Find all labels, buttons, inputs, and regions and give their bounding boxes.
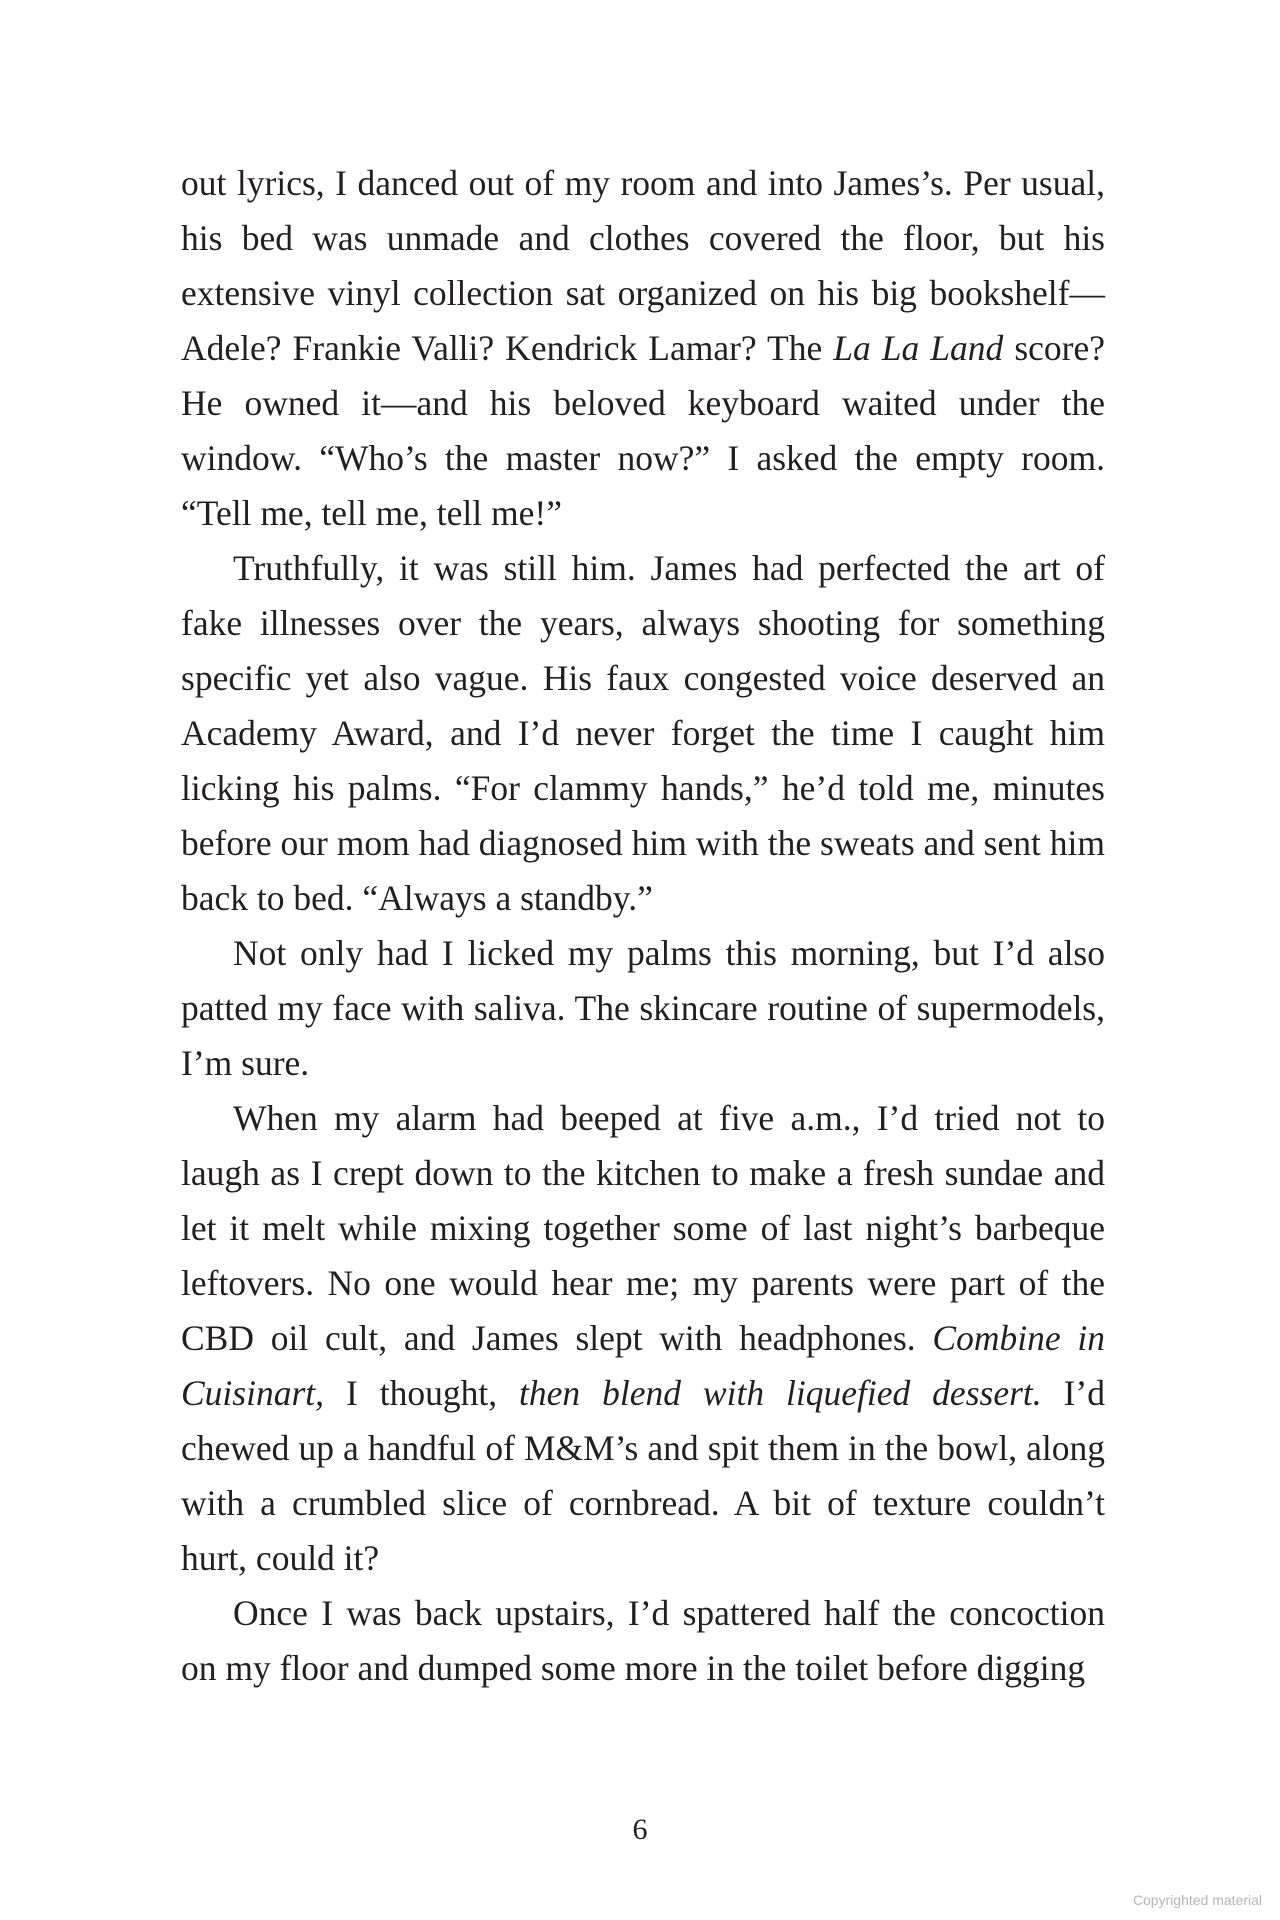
italic-thought: Combine in Cuisinart, — [181, 1318, 1105, 1413]
page-number: 6 — [632, 1813, 648, 1846]
body-text — [181, 156, 1105, 1696]
text-run: Not only had I licked my palms this morning, but I’d also patted my face with saliva. The skincare routine of supermodels, I’m sure. — [181, 933, 1105, 1083]
italic-thought: then blend with liquefied dessert. — [519, 1373, 1042, 1413]
text-run: I’d chewed up a handful of M&M’s and spit them in the bowl, along with a crumbled slice of cornbread. A bit of texture couldn’t hurt, could it? — [181, 1373, 1105, 1578]
text-run: I thought, — [324, 1373, 520, 1413]
text-run: When my alarm had beeped at five a.m., I’d tried not to laugh as I crept down to the kitchen to make a fresh sundae and let it melt while mixing together some of last night’s barbeque leftovers. No one would hear me; my parents were part of the CBD oil cult, and James slept with headphones. — [181, 1098, 1105, 1358]
text-run: score? He owned it—and his beloved keyboard waited under the window. “Who’s the master now?” I asked the empty room. “Tell me, tell me, tell me!” — [181, 328, 1105, 533]
text-run: out lyrics, I danced out of my room and into James’s. Per usual, his bed was unmade and clothes covered the floor, but his extensive vinyl collection sat organized on his big bookshelf—Adele? Frankie Valli? Kendrick Lamar? The — [181, 163, 1105, 368]
text-run: Truthfully, it was still him. James had perfected the art of fake illnesses over the years, always shooting for something specific yet also vague. His faux congested voice deserved an Academy Award, and I’d never forget the time I caught him licking his palms. “For clammy hands,” he’d told me, minutes before our mom had diagnosed him with the sweats and sent him back to bed. “Always a standby.” — [181, 548, 1105, 918]
copyright-watermark: Copyrighted material — [1132, 1892, 1262, 1908]
paragraph — [181, 1586, 1105, 1696]
paragraph — [181, 926, 1105, 1091]
paragraph — [181, 541, 1105, 926]
text-run: Once I was back upstairs, I’d spattered half the concoction on my floor and dumped some more in the toilet before digging — [181, 1593, 1105, 1688]
paragraph — [181, 156, 1105, 541]
paragraph — [181, 1091, 1105, 1586]
book-title-italic: La La Land — [833, 328, 1004, 368]
